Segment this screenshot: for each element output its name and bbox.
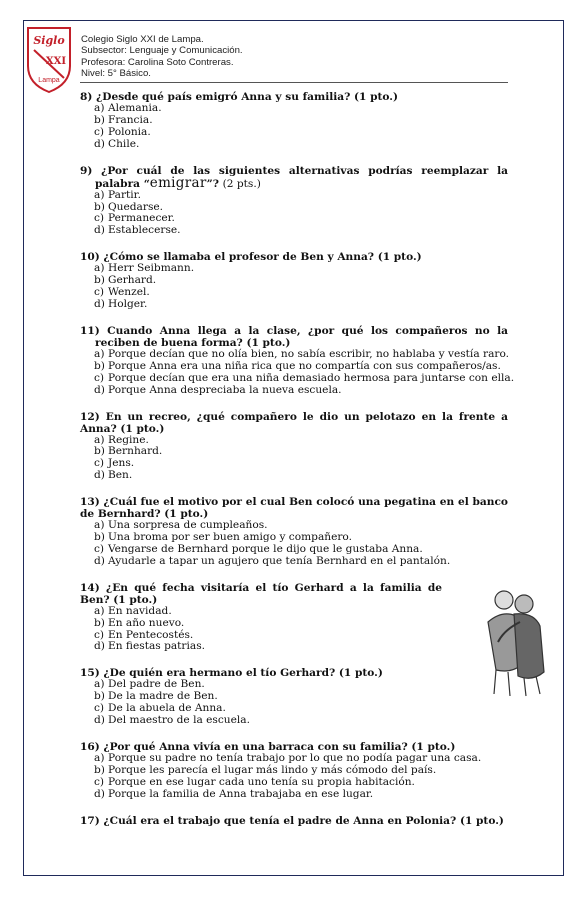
option: a) Regine.	[94, 433, 149, 446]
option: c) Polonia.	[94, 125, 151, 138]
question-11	[80, 324, 515, 397]
option: a) Una sorpresa de cumpleaños.	[94, 519, 268, 532]
question-text: 9) ¿Por cuál de las siguientes alternativas podrías reemplazar la palabra “emigrar”? (2 pts.)	[80, 164, 508, 191]
option-list	[80, 103, 508, 151]
highlighted-word: emigrar	[149, 174, 207, 191]
option: c) Permanecer.	[94, 212, 175, 225]
option: b) Quedarse.	[94, 200, 164, 213]
children-illustration	[474, 582, 556, 700]
option: c) Jens.	[94, 457, 135, 470]
question-text: 13) ¿Cuál fue el motivo por el cual Ben colocó una pegatina en el banco de Bernhard? (1 pto.)	[80, 496, 508, 521]
question-13	[80, 496, 508, 568]
question-text: 8) ¿Desde qué país emigró Anna y su familia? (1 pto.)	[80, 91, 398, 103]
option: b) Francia.	[94, 113, 153, 126]
option-list	[80, 606, 442, 654]
option: a) Porque su padre no tenía trabajo por lo que no podía pagar una casa.	[94, 752, 482, 764]
option: d) En fiestas patrias.	[94, 640, 205, 653]
option: d) Ayudarle a tapar un agujero que tenía Bernhard en el pantalón.	[94, 554, 451, 567]
option: c) Vengarse de Bernhard porque le dijo que le gustaba Anna.	[94, 542, 423, 555]
option: d) Del maestro de la escuela.	[94, 714, 250, 727]
question-text: 14) ¿En qué fecha visitaría el tío Gerhard a la familia de Ben? (1 pto.)	[80, 581, 442, 606]
option-list	[80, 190, 508, 238]
question-15	[80, 667, 508, 727]
option: d) Ben.	[94, 469, 133, 482]
option: d) Establecerse.	[94, 224, 181, 237]
option: c) Porque en ese lugar cada uno tenía su propia habitación.	[94, 775, 415, 788]
option-list	[80, 520, 508, 568]
question-16	[80, 741, 508, 801]
subject-line: Subsector: Lenguaje y Comunicación.	[81, 45, 243, 57]
option-list	[80, 347, 515, 397]
option: d) Porque Anna despreciaba la nueva escuela.	[94, 383, 342, 396]
option: a) Partir.	[94, 188, 141, 201]
option: a) Porque decían que no olía bien, no sabía escribir, no hablaba y vestía raro.	[94, 347, 510, 360]
option: b) Porque les parecía el lugar más lindo y más cómodo del país.	[94, 763, 437, 776]
option: b) De la madre de Ben.	[94, 690, 218, 703]
level-line: Nivel: 5° Básico.	[81, 68, 151, 80]
questions-section	[80, 91, 515, 827]
question-9	[80, 165, 508, 238]
option: a) Alemania.	[94, 102, 162, 114]
question-text: 17) ¿Cuál era el trabajo que tenía el padre de Anna en Polonia? (1 pto.)	[80, 814, 504, 827]
question-text: 11) Cuando Anna llega a la clase, ¿por qué los compañeros no la reciben de buena forma? (1 pto.)	[80, 324, 508, 349]
option-list	[80, 263, 508, 311]
option: d) Holger.	[94, 297, 148, 310]
teacher-line: Profesora: Carolina Soto Contreras.	[81, 56, 234, 68]
question-text: 10) ¿Cómo se llamaba el profesor de Ben y Anna? (1 pto.)	[80, 251, 422, 264]
option: a) En navidad.	[94, 604, 172, 617]
question-17	[80, 815, 508, 827]
school-name: Colegio Siglo XXI de Lampa.	[81, 34, 204, 45]
option: c) En Pentecostés.	[94, 628, 194, 641]
option-list	[80, 753, 508, 801]
option: b) Una broma por ser buen amigo y compañero.	[94, 531, 352, 544]
option: b) En año nuevo.	[94, 616, 185, 629]
header-divider	[80, 82, 508, 83]
logo-bottom-text: Lampa	[38, 77, 60, 84]
question-12	[80, 411, 508, 483]
question-10	[80, 251, 508, 311]
question-text: 16) ¿Por qué Anna vivía en una barraca con su familia? (1 pto.)	[80, 741, 456, 753]
option-list	[80, 679, 508, 727]
question-8	[80, 91, 508, 151]
option: d) Chile.	[94, 137, 140, 150]
logo-middle-text: XXI	[45, 56, 67, 67]
option: b) Gerhard.	[94, 274, 157, 287]
question-14	[80, 582, 442, 654]
option: c) De la abuela de Anna.	[94, 702, 226, 715]
option: c) Porque decían que era una niña demasiado hermosa para juntarse con ella.	[94, 371, 515, 384]
question-text: 12) En un recreo, ¿qué compañero le dio un pelotazo en la frente a Anna? (1 pto.)	[80, 410, 508, 435]
option: b) Porque Anna era una niña rica que no compartía con sus compañeros/as.	[94, 359, 501, 372]
option: a) Del padre de Ben.	[94, 678, 205, 691]
question-text: 15) ¿De quién era hermano el tío Gerhard? (1 pto.)	[80, 667, 383, 680]
option-list	[80, 435, 508, 483]
logo-top-text: Siglo	[33, 34, 65, 47]
school-logo	[26, 26, 72, 94]
option: c) Wenzel.	[94, 286, 150, 299]
option: d) Porque la familia de Anna trabajaba en ese lugar.	[94, 787, 374, 800]
option: b) Bernhard.	[94, 445, 163, 458]
option: a) Herr Seibmann.	[94, 262, 195, 275]
document-header	[81, 34, 243, 80]
